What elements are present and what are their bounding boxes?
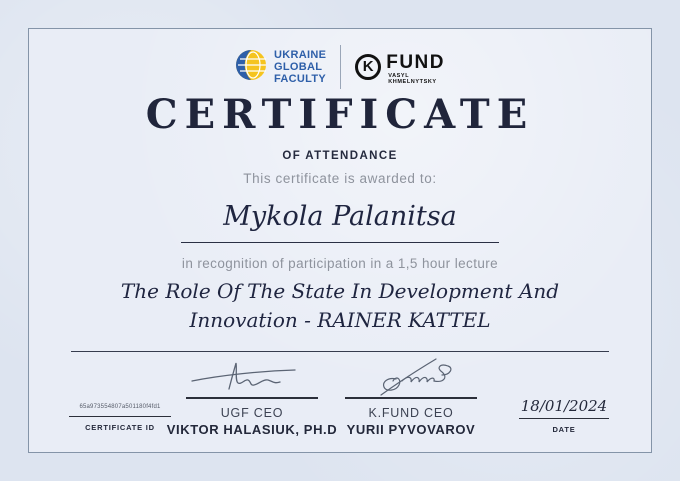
- ugf-logo: [235, 49, 326, 86]
- signer-name-ugf: VIKTOR HALASIUK, PH.D: [166, 422, 338, 437]
- signer-role-kfund: K.FUND CEO: [368, 406, 454, 420]
- ugf-text-line1: UKRAINE: [274, 49, 327, 61]
- kfund-sub-line2: KHMELNYTSKY: [388, 79, 437, 85]
- date-label: DATE: [552, 425, 576, 434]
- certificate-title: CERTIFICATE: [145, 91, 535, 138]
- certificate-id-value: 65a973554807a501180f4fd1: [79, 404, 161, 410]
- signer-block-ugf: [162, 357, 342, 437]
- date-block: [519, 397, 609, 434]
- awarded-to-label: This certificate is awarded to:: [243, 171, 437, 186]
- ugf-logo-text: [274, 49, 326, 85]
- kfund-logo: [355, 49, 445, 86]
- signer-name-kfund: YURII PYVOVAROV: [346, 422, 476, 437]
- signature-viktor-halasiuk: [177, 357, 327, 397]
- ugf-globe-icon: [235, 49, 267, 86]
- certificate-id-label: CERTIFICATE ID: [85, 423, 155, 432]
- signature-yurii-pyvovarov: [336, 357, 486, 397]
- kfund-sub-line1: VASYL: [388, 72, 410, 79]
- ugf-text-line3: FACULTY: [274, 73, 327, 85]
- kfund-k-circle-icon: K: [355, 54, 381, 80]
- date-value: 18/01/2024: [520, 397, 608, 415]
- recipient-name: Mykola Palanitsa: [181, 197, 498, 243]
- logos-row: [29, 45, 651, 89]
- signature-line-ugf: [186, 397, 318, 399]
- certificate-card: [28, 28, 652, 453]
- signer-block-kfund: [321, 357, 501, 437]
- recognition-line: in recognition of participation in a 1,5 hour lecture: [181, 256, 499, 271]
- certificate-id-block: [65, 404, 175, 432]
- date-line: [519, 418, 609, 419]
- signature-area-rule: [71, 351, 609, 352]
- signer-role-ugf: UGF CEO: [220, 406, 284, 420]
- certificate-id-line: [69, 416, 171, 417]
- ugf-text-line2: GLOBAL: [274, 61, 323, 73]
- lecture-title: The Role Of The State In Development And Innovation - RAINER KATTEL: [120, 279, 560, 332]
- signature-line-kfund: [345, 397, 477, 399]
- logo-divider: [340, 45, 341, 89]
- kfund-logo-name: FUND: [386, 51, 445, 73]
- certificate-subtitle: OF ATTENDANCE: [282, 150, 398, 162]
